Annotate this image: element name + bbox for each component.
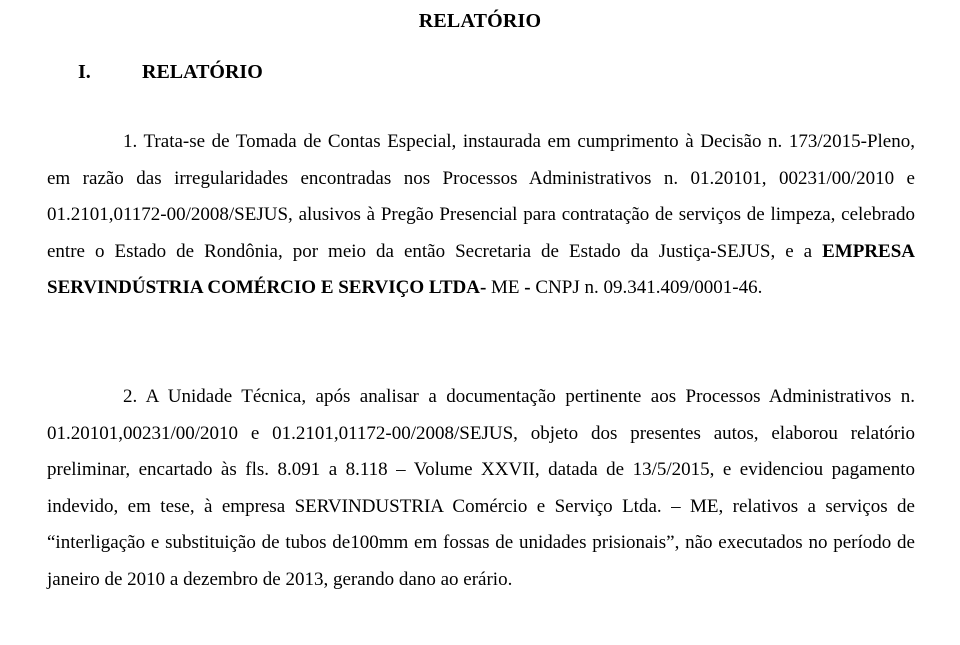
paragraph-1-text-middle: ME xyxy=(486,277,525,298)
section-heading xyxy=(78,60,263,84)
section-number: I. xyxy=(78,61,91,83)
paragraph-1 xyxy=(47,124,915,307)
company-name: EMPRESA SERVINDÚSTRIA COMÉRCIO E SERVIÇO LTDA- xyxy=(47,240,915,298)
paragraph-2-text: 2. A Unidade Técnica, após analisar a documentação pertinente aos Processos Administrativos n. 01.20101,00231/00/2010 e 01.2101,01172-00/2008/SEJUS, objeto dos presentes autos, elaborou relatório preliminar, encartado às fls. 8.091 a 8.118 – Volume XXVII, datada de 13/5/2015, e evidenciou pagamento indevido, em tese, à empresa SERVINDUSTRIA Comércio e Serviço Ltda. – ME, relativos a serviços de “interligação e substituição de tubos de100mm em fossas de unidades prisionais”, não executados no período de janeiro de 2010 a dezembro de 2013, gerando dano ao erário. xyxy=(47,386,915,590)
document-title: RELATÓRIO xyxy=(418,10,542,32)
section-heading-text: RELATÓRIO xyxy=(142,61,263,83)
paragraph-1-text-before: 1. Trata-se de Tomada de Contas Especial, instaurada em cumprimento à Decisão n. 173/2015-Pleno, em razão das irregularidades encontradas nos Processos Administrativos n. 01.20101, 00231/00/2010 e 01.2101,01172-00/2008/SEJUS, alusivos à Pregão Presencial para contratação de serviços de limpeza, celebrado entre o Estado de Rondônia, por meio da então Secretaria de Estado da Justiça-SEJUS, e a xyxy=(47,131,915,262)
paragraph-1-text-after: CNPJ n. 09.341.409/0001-46. xyxy=(530,277,763,298)
paragraph-2 xyxy=(47,379,915,598)
paragraph-1-dash: - xyxy=(524,277,531,298)
